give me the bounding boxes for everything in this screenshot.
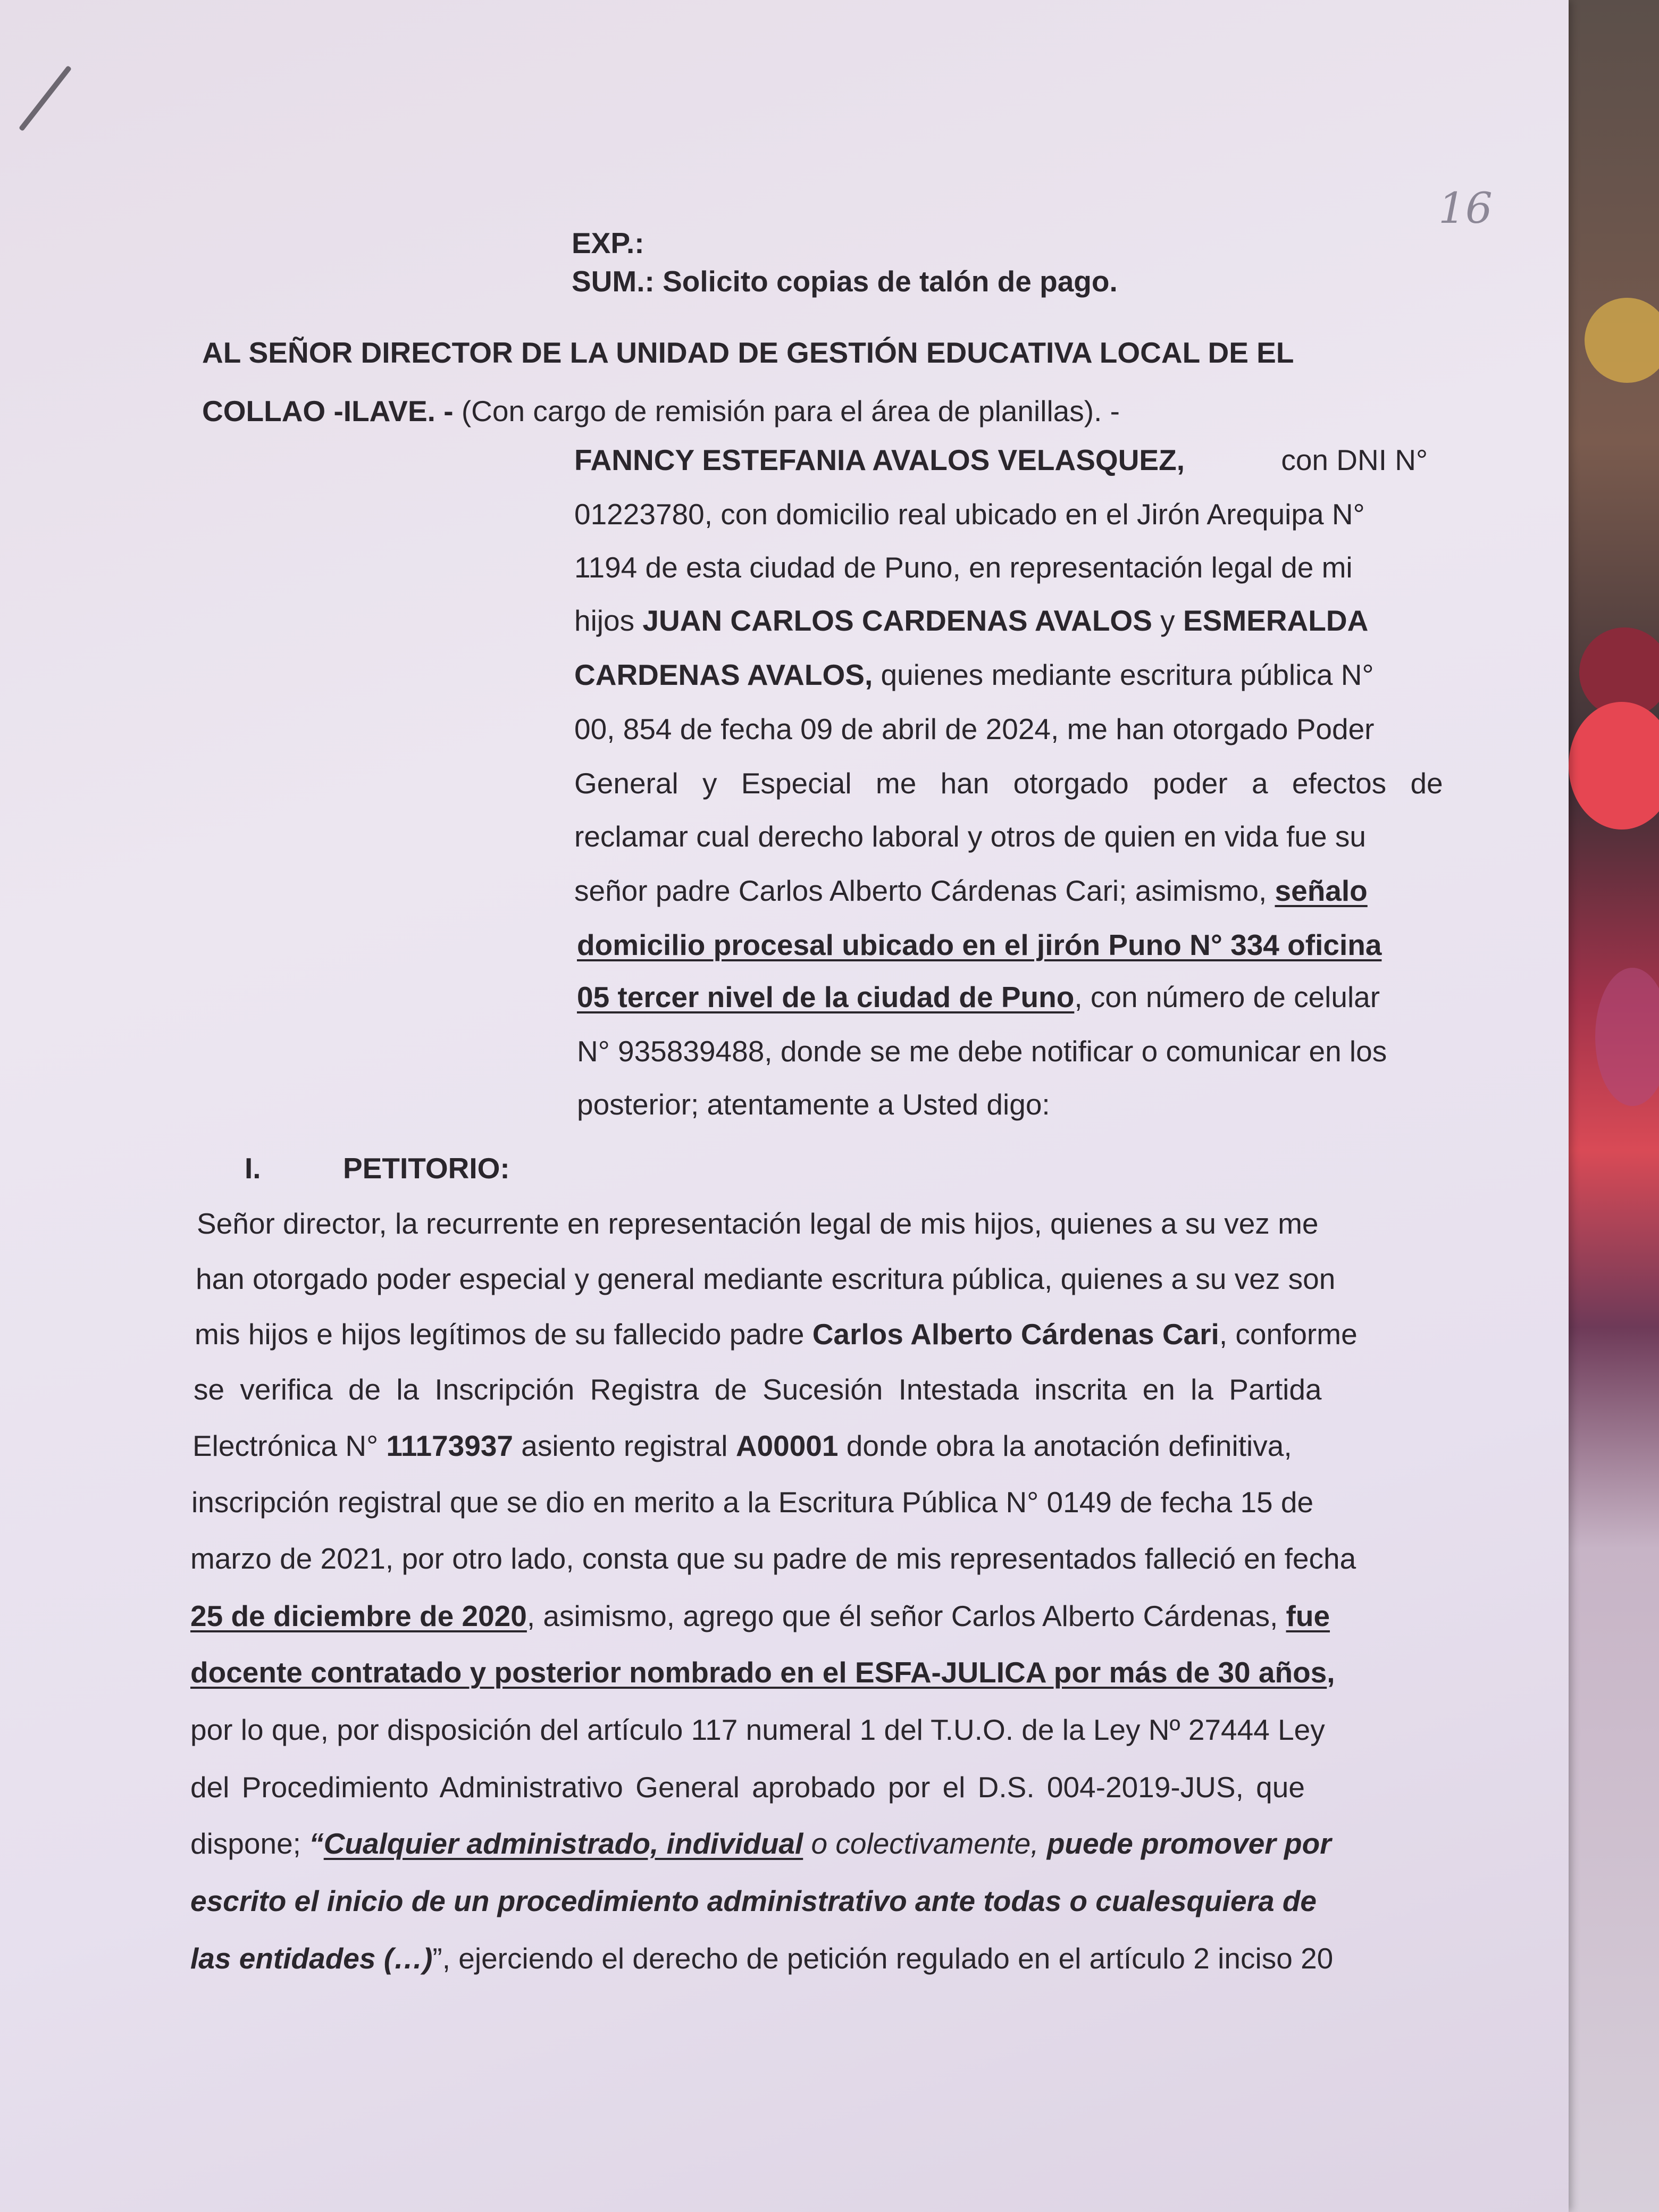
law-quote-end: las entidades (…) xyxy=(190,1942,433,1975)
addressee-note: (Con cargo de remisión para el área de planillas). - xyxy=(453,395,1120,428)
asiento-number: A00001 xyxy=(735,1429,839,1462)
intro-text: y xyxy=(1152,604,1183,637)
body-text: asiento registral xyxy=(513,1429,736,1462)
body-line-4: se verifica de la Inscripción Registra de Sucesión Intestada inscrita en la Partida xyxy=(194,1373,1322,1406)
folio-number: 16 xyxy=(1438,183,1493,233)
body-line-3 xyxy=(195,1316,1358,1353)
body-line-11: del Procedimiento Administrativo General aprobado por el D.S. 004-2019-JUS, que xyxy=(190,1771,1305,1804)
petitioner-name: FANNCY ESTEFANIA AVALOS VELASQUEZ, xyxy=(574,443,1185,476)
body-line-7: marzo de 2021, por otro lado, consta que su padre de mis representados falleció en fecha xyxy=(190,1542,1356,1575)
background-object xyxy=(1569,702,1659,830)
intro-text: con DNI N° xyxy=(1281,443,1428,476)
intro-text: quienes mediante escritura pública N° xyxy=(873,658,1374,691)
intro-text: , con número de celular xyxy=(1074,981,1380,1013)
intro-line-11 xyxy=(577,978,1380,1016)
intro-line-9 xyxy=(574,872,1368,909)
procedural-address-line: domicilio procesal ubicado en el jirón Puno N° 334 oficina xyxy=(577,928,1382,961)
body-line-5 xyxy=(192,1427,1292,1464)
child-surname: CARDENAS AVALOS, xyxy=(574,658,873,691)
body-text: ”, ejerciendo el derecho de petición regulado en el artículo 2 inciso 20 xyxy=(432,1942,1334,1975)
addressee-entity: COLLAO -ILAVE. - xyxy=(202,395,454,428)
employment-highlight-start: fue xyxy=(1286,1599,1330,1632)
pen-mark xyxy=(19,65,72,131)
intro-line-2: 01223780, con domicilio real ubicado en el Jirón Arequipa N° xyxy=(574,498,1365,531)
deceased-name: Carlos Alberto Cárdenas Cari xyxy=(812,1318,1219,1351)
body-text: , asimismo, agrego que él señor Carlos Alberto Cárdenas, xyxy=(526,1599,1286,1632)
background-right-edge xyxy=(1563,0,1659,2212)
intro-line-4 xyxy=(574,602,1368,639)
partida-number: 11173937 xyxy=(386,1429,513,1462)
background-object xyxy=(1585,298,1659,383)
quote-mark: “ xyxy=(309,1827,324,1860)
intro-line-3: 1194 de esta ciudad de Puno, en representación legal de mi xyxy=(574,551,1353,584)
body-line-9 xyxy=(190,1654,1335,1691)
law-quote: o colectivamente, xyxy=(803,1827,1047,1860)
procedural-address-end: 05 tercer nivel de la ciudad de Puno xyxy=(577,981,1075,1013)
law-quote-bold: puede promover por xyxy=(1046,1827,1331,1860)
body-line-6: inscripción registral que se dio en merito a la Escritura Pública N° 0149 de fecha 15 de xyxy=(191,1486,1314,1519)
body-text: dispone; xyxy=(190,1827,309,1860)
exp-label: EXP.: xyxy=(572,227,644,259)
death-date: 25 de diciembre de 2020 xyxy=(190,1599,527,1632)
body-text: donde obra la anotación definitiva, xyxy=(838,1429,1292,1462)
intro-text: señor padre Carlos Alberto Cárdenas Cari; asimismo, xyxy=(574,874,1275,907)
body-line-14 xyxy=(190,1940,1333,1977)
child-name-2: ESMERALDA xyxy=(1183,604,1369,637)
body-text: mis hijos e hijos legítimos de su fallecido padre xyxy=(195,1318,812,1351)
intro-text: hijos xyxy=(574,604,643,637)
section-numeral: I. xyxy=(245,1152,261,1185)
addressee-line-1: AL SEÑOR DIRECTOR DE LA UNIDAD DE GESTIÓN EDUCATIVA LOCAL DE EL xyxy=(202,336,1294,369)
body-line-10: por lo que, por disposición del artículo 117 numeral 1 del T.U.O. de la Ley Nº 27444 Ley xyxy=(190,1713,1325,1746)
law-quote-underlined: Cualquier administrado, individual xyxy=(323,1827,803,1860)
child-name-1: JUAN CARLOS CARDENAS AVALOS xyxy=(642,604,1152,637)
employment-highlight: docente contratado y posterior nombrado en el ESFA-JULICA por más de 30 años xyxy=(190,1656,1327,1689)
intro-line-12: N° 935839488, donde se me debe notificar o comunicar en los xyxy=(577,1035,1387,1068)
intro-line-8: reclamar cual derecho laboral y otros de quien en vida fue su xyxy=(574,820,1366,853)
intro-line-7: General y Especial me han otorgado poder a efectos de xyxy=(574,767,1443,800)
section-title: PETITORIO: xyxy=(343,1152,510,1185)
summary-line: SUM.: Solicito copias de talón de pago. xyxy=(572,265,1118,298)
body-line-2: han otorgado poder especial y general mediante escritura pública, quienes a su vez son xyxy=(196,1262,1336,1295)
body-line-1: Señor director, la recurrente en representación legal de mis hijos, quienes a su vez me xyxy=(197,1207,1319,1240)
intro-line-6: 00, 854 de fecha 09 de abril de 2024, me han otorgado Poder xyxy=(574,713,1375,745)
intro-line-5 xyxy=(574,656,1373,693)
body-line-12 xyxy=(190,1825,1331,1862)
background-object xyxy=(1595,968,1659,1106)
body-text: , conforme xyxy=(1219,1318,1358,1351)
intro-line-13: posterior; atentamente a Usted digo: xyxy=(577,1088,1050,1121)
body-text: , xyxy=(1327,1656,1335,1689)
body-line-8 xyxy=(190,1597,1330,1635)
body-text: Electrónica N° xyxy=(192,1429,387,1462)
addressee-line-2 xyxy=(202,392,1120,430)
body-line-13: escrito el inicio de un procedimiento administrativo ante todas o cualesquiera de xyxy=(190,1884,1317,1917)
procedural-address: señalo xyxy=(1275,874,1368,907)
intro-line-1 xyxy=(574,441,1428,479)
